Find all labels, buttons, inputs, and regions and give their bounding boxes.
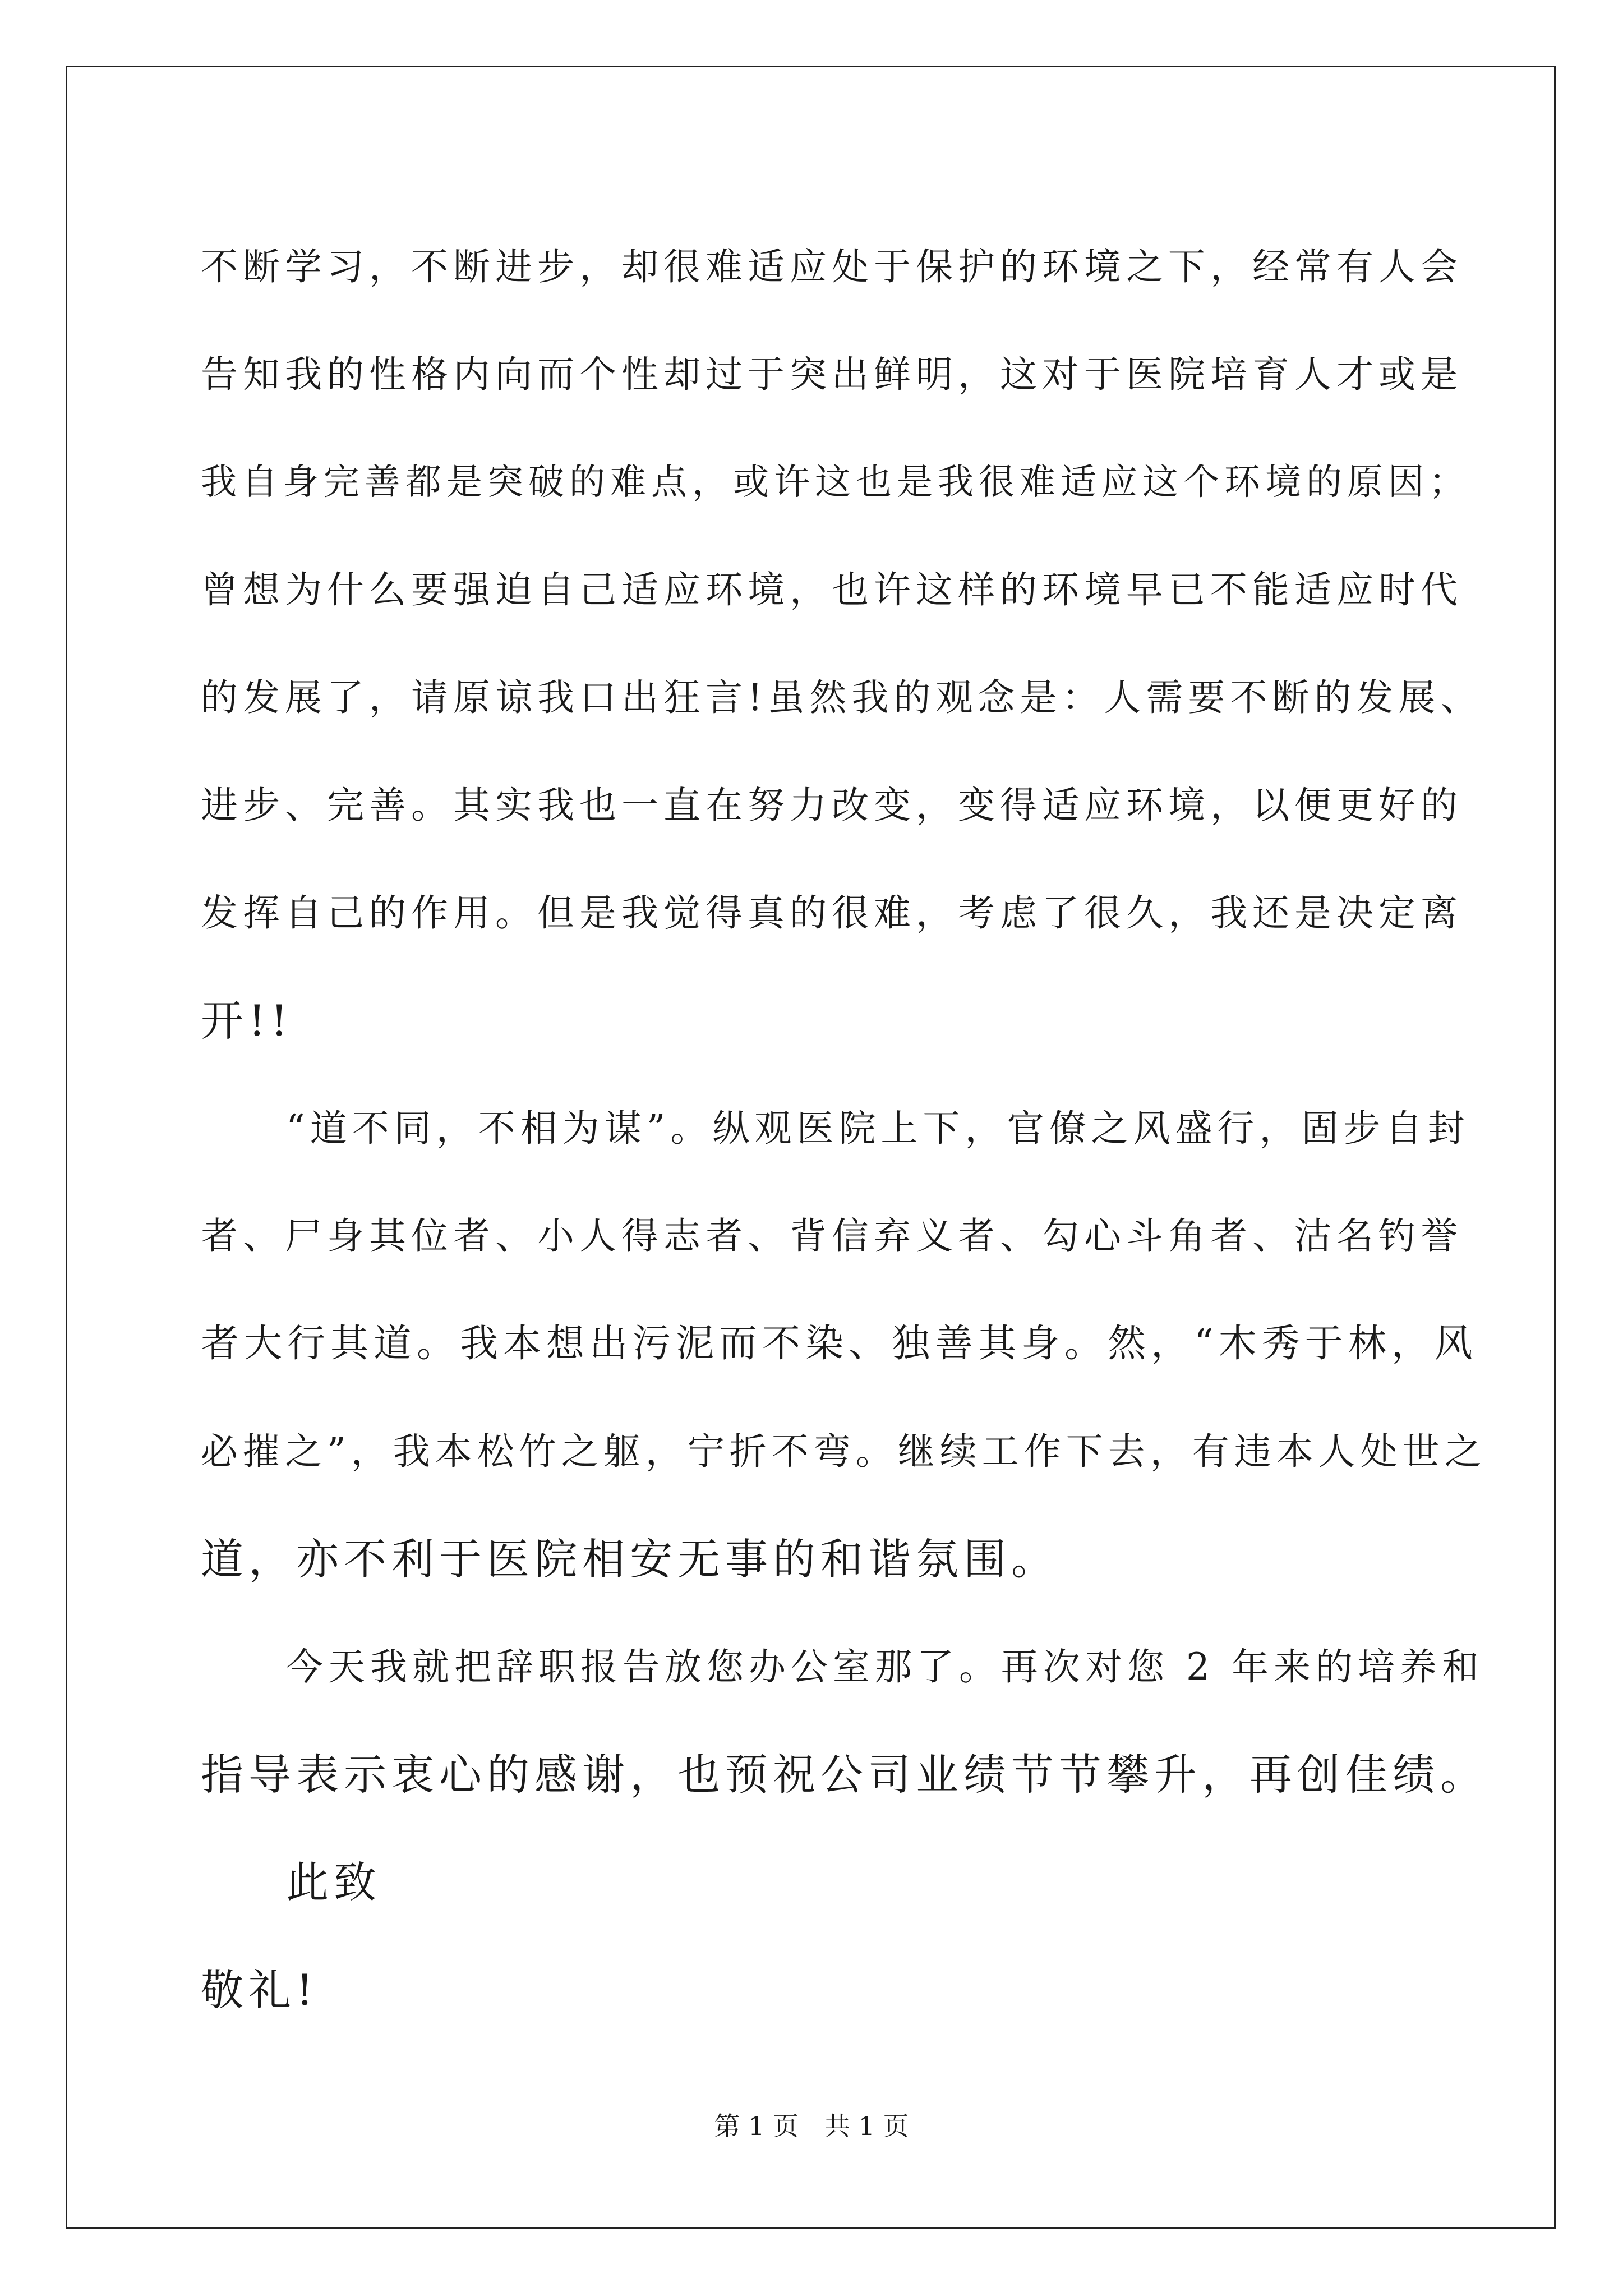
- text-line: 发挥自己的作用。但是我觉得真的很难，考虑了很久，我还是决定离: [201, 891, 1463, 935]
- text-line: 告知我的性格内向而个性却过于突出鲜明，这对于医院培育人才或是: [201, 353, 1463, 396]
- closing-regards: 敬礼!: [201, 1965, 319, 2015]
- text-line: 道，亦不利于医院相安无事的和谐氛围。: [201, 1534, 1059, 1584]
- text-line: 必摧之”，我本松竹之躯，宁折不弯。继续工作下去，有违本人处世之: [201, 1430, 1487, 1473]
- page-number: 第 1 页: [714, 2111, 799, 2141]
- text-line: 曾想为什么要强迫自己适应环境，也许这样的环境早已不能适应时代: [201, 568, 1463, 611]
- text-line: 今天我就把辞职报告放您办公室那了。再次对您 2 年来的培养和: [286, 1645, 1484, 1688]
- text-line: 进步、完善。其实我也一直在努力改变，变得适应环境，以便更好的: [201, 784, 1463, 827]
- text-line: 者、尸身其位者、小人得志者、背信弃义者、勾心斗角者、沽名钓誉: [201, 1214, 1463, 1258]
- text-line: 指导表示衷心的感谢，也预祝公司业绩节节攀升，再创佳绩。: [201, 1750, 1488, 1800]
- page-count: 共 1 页: [824, 2111, 909, 2141]
- text-line: 我自身完善都是突破的难点，或许这也是我很难适应这个环境的原因；: [201, 462, 1470, 503]
- text-line: 不断学习，不断进步，却很难适应处于保护的环境之下，经常有人会: [201, 245, 1463, 288]
- text-line: 开!!: [201, 996, 293, 1046]
- text-line: 者大行其道。我本想出污泥而不染、独善其身。然，“木秀于林，风: [201, 1322, 1478, 1366]
- page-footer: [0, 2109, 1623, 2143]
- closing-salutation: 此致: [286, 1857, 381, 1907]
- text-line: 的发展了，请原谅我口出狂言!虽然我的观念是：人需要不断的发展、: [201, 676, 1483, 719]
- document-body: [201, 213, 1491, 2044]
- text-line: “道不同，不相为谋”。纵观医院上下，官僚之风盛行，固步自封: [286, 1107, 1470, 1150]
